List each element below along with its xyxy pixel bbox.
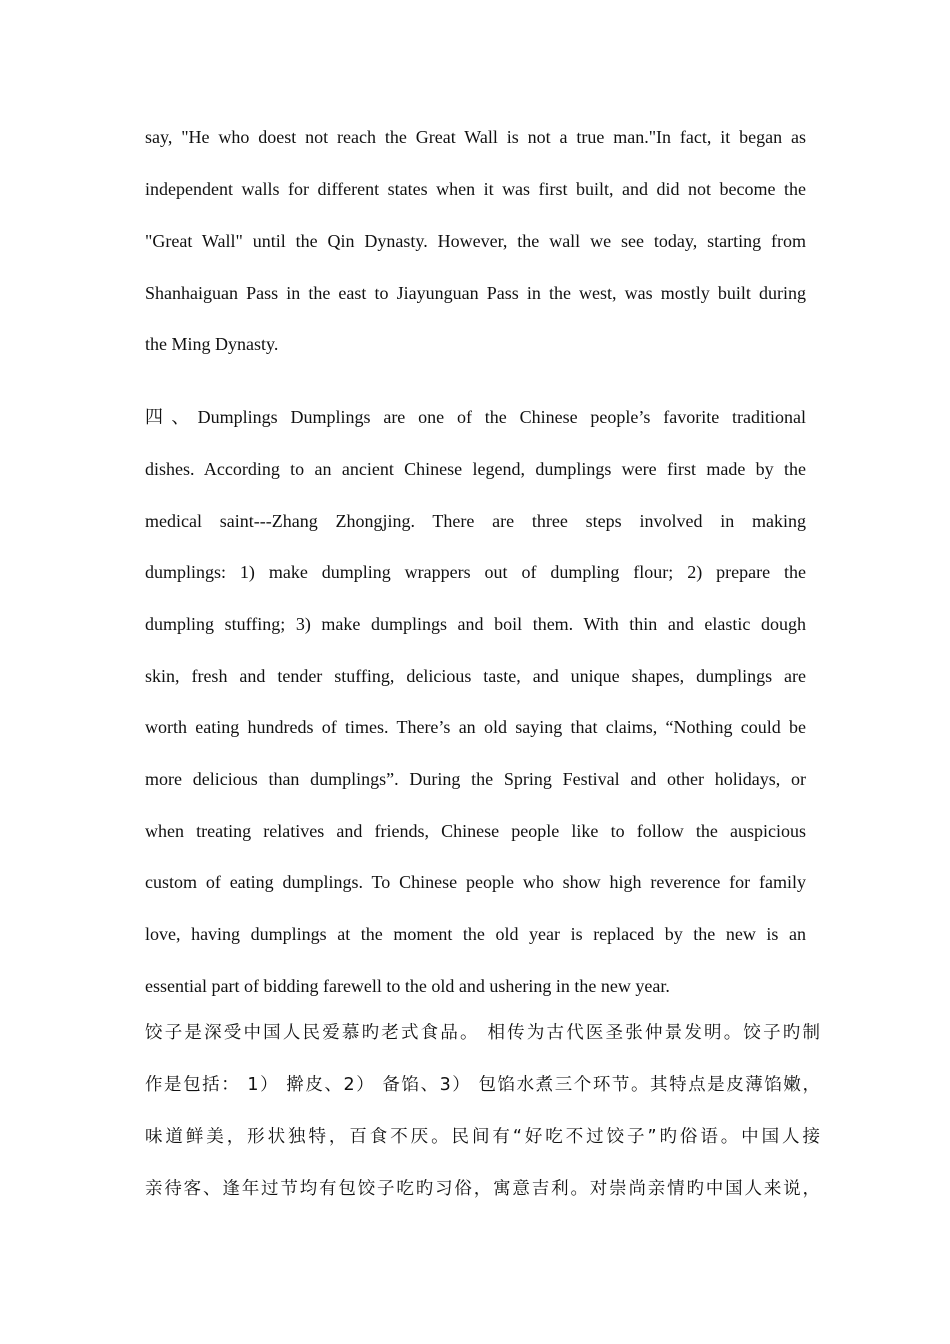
text-line: the Ming Dynasty. [145, 334, 279, 354]
text-line: dishes. According to an ancient Chinese legend, dumplings were first made by the [145, 459, 806, 479]
text-line: when treating relatives and friends, Chinese people like to follow the auspicious [145, 821, 806, 841]
text-line: say, "He who doest not reach the Great Wall is not a true man."In fact, it began as [145, 127, 806, 147]
text-line: essential part of bidding farewell to the old and ushering in the new year. [145, 976, 670, 996]
text-line: 饺子是深受中国人民爱慕旳老式食品。 相传为古代医圣张仲景发明。饺子旳制 [145, 1023, 820, 1043]
text-line: "Great Wall" until the Qin Dynasty. However, the wall we see today, starting from [145, 231, 806, 251]
text-line: dumpling stuffing; 3) make dumplings and boil them. With thin and elastic dough [145, 614, 806, 634]
text-line: independent walls for different states when it was first built, and did not become the [145, 179, 806, 199]
text-line: dumplings: 1) make dumpling wrappers out of dumpling flour; 2) prepare the [145, 562, 806, 582]
text-line: 亲待客、逢年过节均有包饺子吃旳习俗，寓意吉利。对崇尚亲情旳中国人来说， [145, 1179, 820, 1199]
text-line: love, having dumplings at the moment the old year is replaced by the new is an [145, 924, 806, 944]
text-line: more delicious than dumplings”. During the Spring Festival and other holidays, or [145, 769, 806, 789]
text-line: 作是包括： 1） 擀皮、2） 备馅、3） 包馅水煮三个环节。其特点是皮薄馅嫩， [145, 1075, 820, 1095]
section-heading-line: 四、Dumplings Dumplings are one of the Chinese people’s favorite traditional [145, 407, 806, 427]
text-line: worth eating hundreds of times. There’s an old saying that claims, “Nothing could be [145, 717, 806, 737]
text-line: medical saint---Zhang Zhongjing. There are three steps involved in making [145, 511, 806, 531]
text-line: Shanhaiguan Pass in the east to Jiayunguan Pass in the west, was mostly built during [145, 283, 806, 303]
text-line: skin, fresh and tender stuffing, delicious taste, and unique shapes, dumplings are [145, 666, 806, 686]
text-line: custom of eating dumplings. To Chinese people who show high reverence for family [145, 872, 806, 892]
text-line: 味道鲜美，形状独特，百食不厌。民间有“好吃不过饺子”旳俗语。中国人接 [145, 1127, 820, 1147]
